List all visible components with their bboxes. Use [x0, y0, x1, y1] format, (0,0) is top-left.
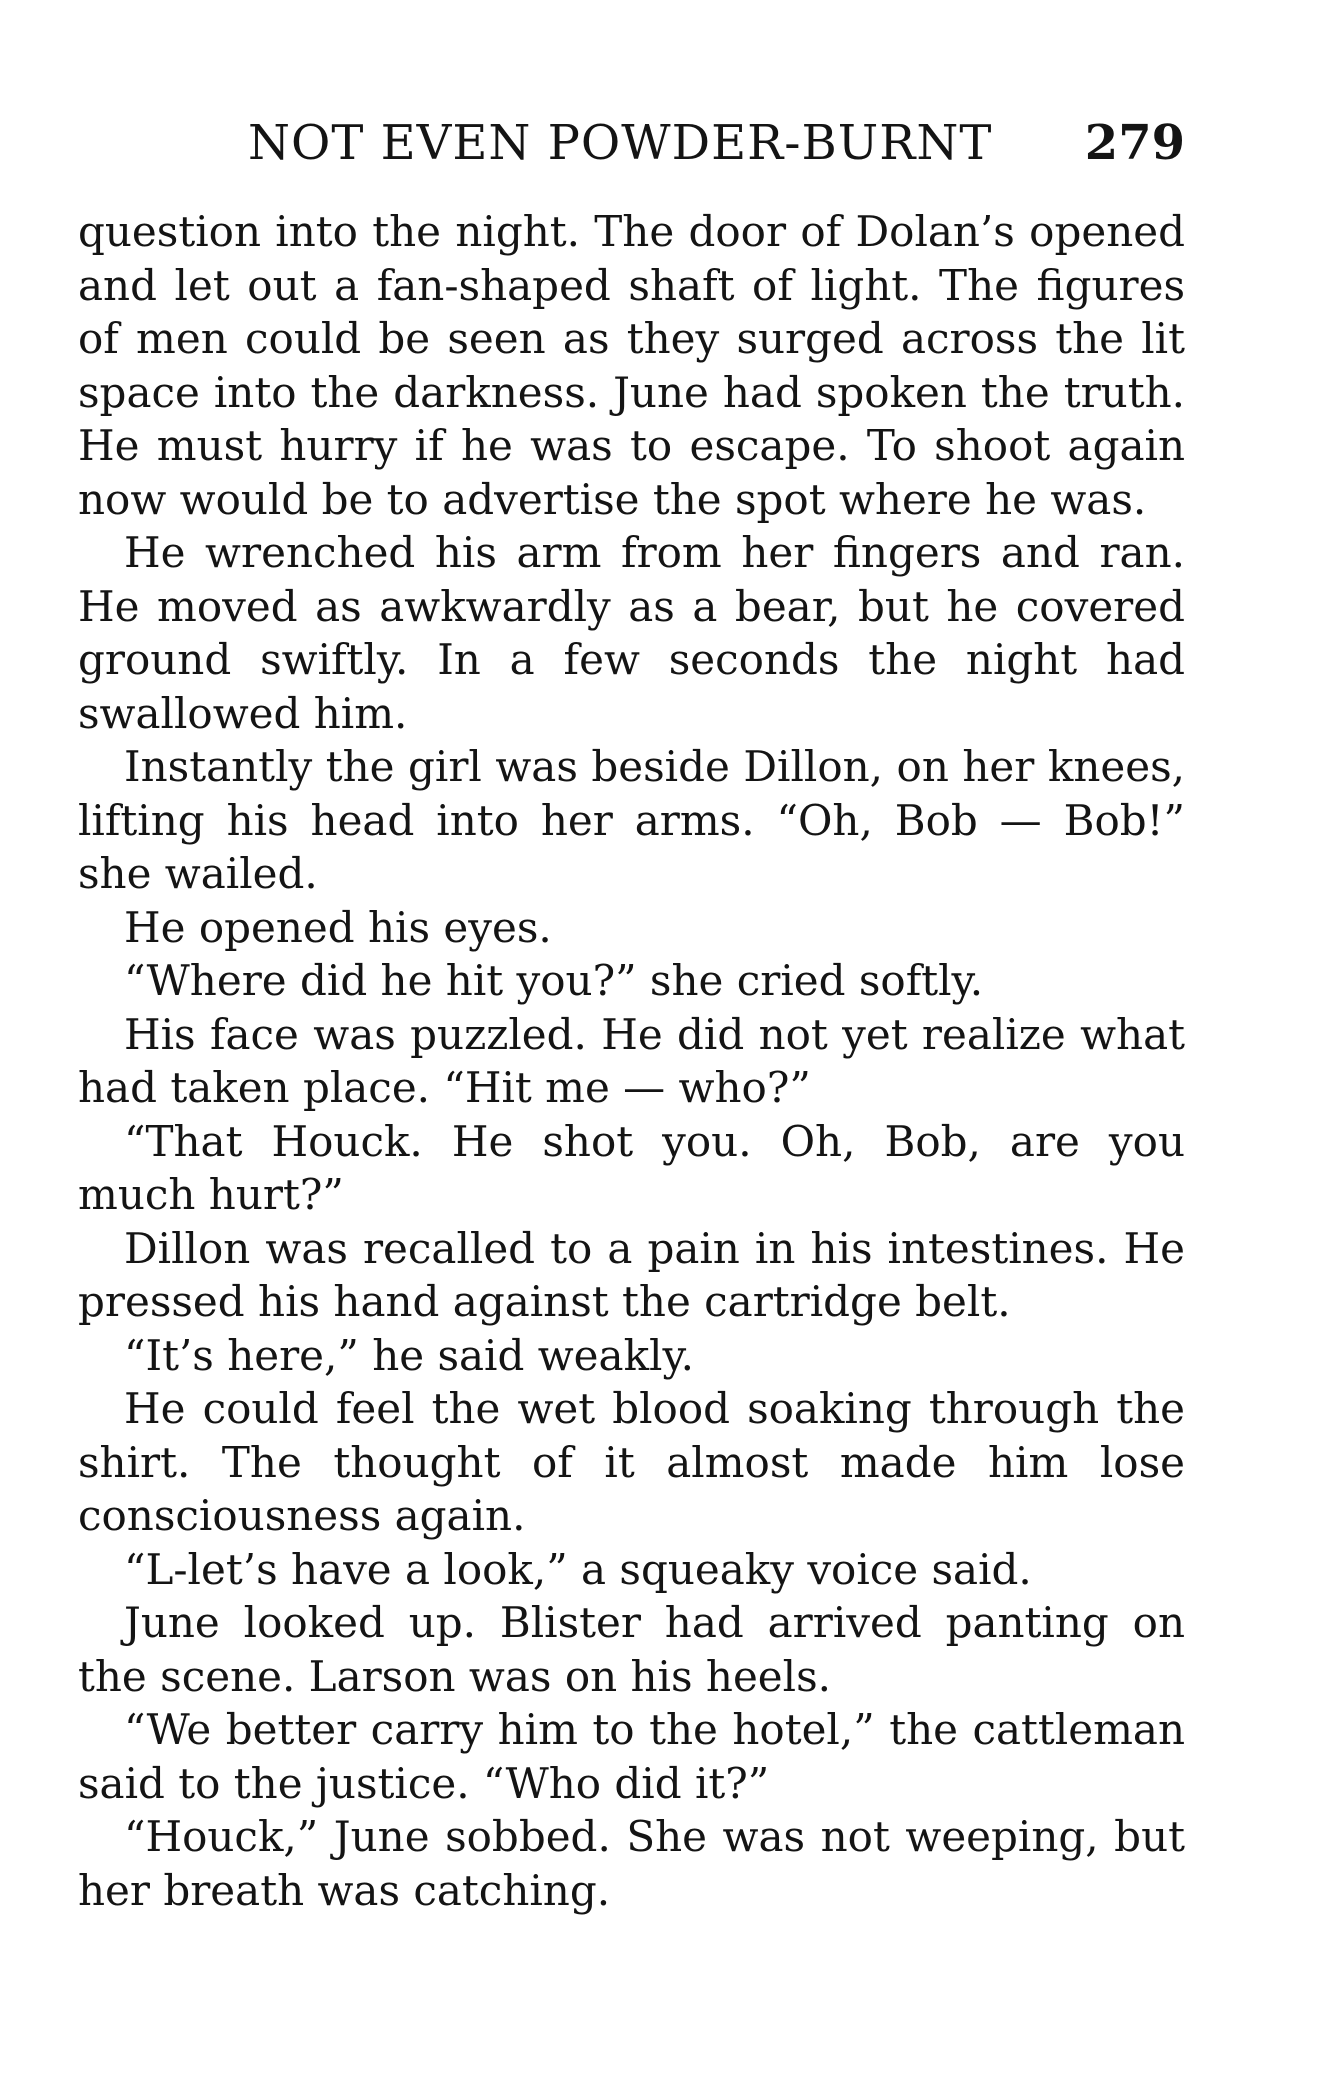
paragraph: He opened his eyes.: [124, 902, 552, 952]
paragraph: Instantly the girl was beside Dillon, on her knees, lifting his head into her arms. “Oh, Bob — Bob!” she wailed.: [78, 742, 1185, 898]
body-text: [78, 205, 1185, 1917]
paragraph: He wrenched his arm from her fingers and ran. He moved as awkwardly as a bear, but he covered ground swiftly. In a few seconds the night had swallowed him.: [78, 528, 1185, 738]
paragraph: “It’s here,” he said weakly.: [124, 1330, 694, 1380]
paragraph: “L-let’s have a look,” a squeaky voice said.: [124, 1544, 1032, 1594]
page-number: 279: [1084, 115, 1185, 171]
paragraph: “Houck,” June sobbed. She was not weeping, but her breath was catching.: [78, 1812, 1185, 1915]
paragraph: Dillon was recalled to a pain in his intestines. He pressed his hand against the cartridge belt.: [78, 1223, 1185, 1326]
page-header: [78, 112, 1185, 174]
paragraph: His face was puzzled. He did not yet realize what had taken place. “Hit me — who?”: [78, 1009, 1185, 1112]
running-head: NOT EVEN POWDER-BURNT: [248, 115, 993, 171]
paragraph: “Where did he hit you?” she cried softly.: [124, 956, 984, 1005]
paragraph: He could feel the wet blood soaking through the shirt. The thought of it almost made him lose consciousness again.: [78, 1384, 1185, 1540]
paragraph: June looked up. Blister had arrived panting on the scene. Larson was on his heels.: [78, 1598, 1185, 1701]
paragraph: “That Houck. He shot you. Oh, Bob, are you much hurt?”: [78, 1116, 1185, 1219]
paragraph: “We better carry him to the hotel,” the cattleman said to the justice. “Who did it?”: [78, 1705, 1185, 1808]
paragraph: question into the night. The door of Dolan’s opened and let out a fan-shaped shaft of light. The figures of men could be seen as they surged across the lit space into the darkness. June had spoken the truth. He must hurry if he was to escape. To shoot again now would be to advertise the spot where he was.: [78, 207, 1185, 524]
